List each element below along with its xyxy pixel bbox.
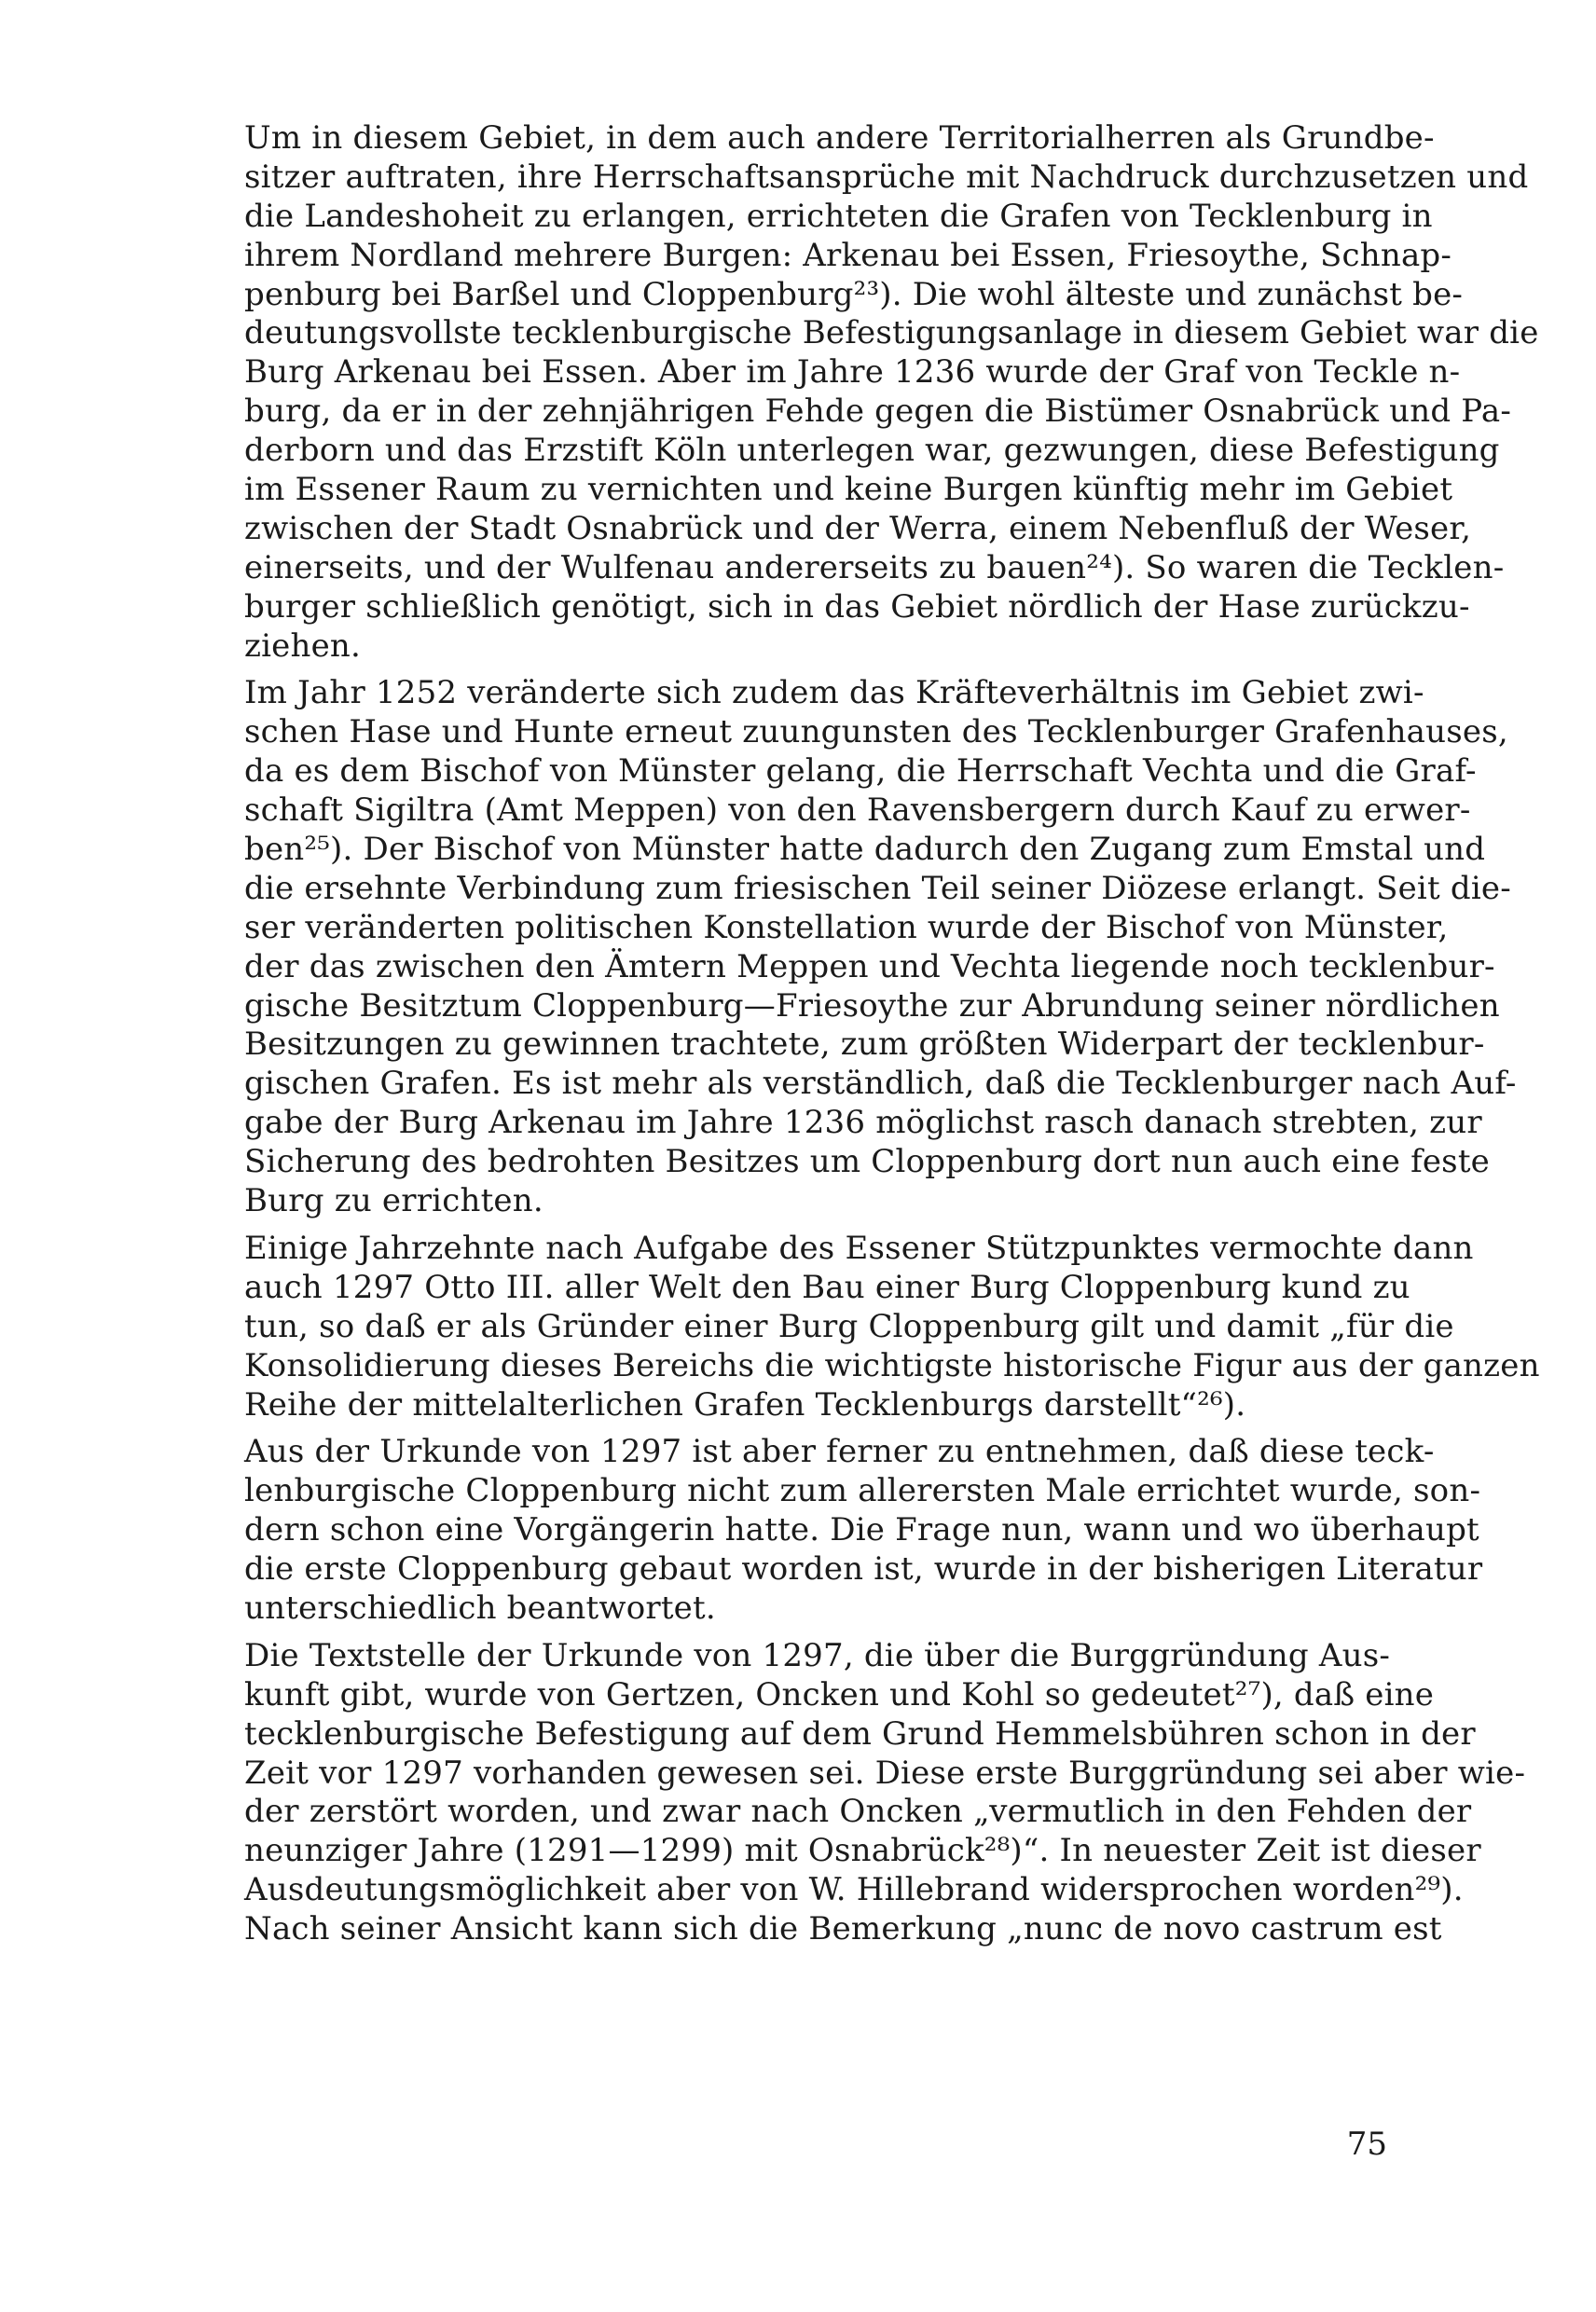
- text-line: tecklenburgische Befestigung auf dem Grund Hemmelsbühren schon in der: [244, 1714, 1476, 1753]
- text-line: Die Textstelle der Urkunde von 1297, die über die Burggründung Aus-: [244, 1636, 1391, 1674]
- text-line: burg, da er in der zehnjährigen Fehde gegen die Bistümer Osnabrück und Pa-: [244, 392, 1512, 431]
- text-line: zwischen der Stadt Osnabrück und der Werra, einem Nebenfluß der Weser,: [244, 509, 1472, 547]
- text-line: Sicherung des bedrohten Besitzes um Cloppenburg dort nun auch eine feste: [244, 1143, 1491, 1181]
- text-line: Reihe der mittelalterlichen Grafen Tecklenburgs darstellt“²⁶).: [244, 1385, 1246, 1424]
- text-line: einerseits, und der Wulfenau andererseits zu bauen²⁴). So waren die Tecklen-: [244, 548, 1505, 586]
- text-line: Burg Arkenau bei Essen. Aber im Jahre 1236 wurde der Graf von Teckle n-: [244, 353, 1461, 392]
- text-line: unterschiedlich beantwortet.: [244, 1589, 716, 1627]
- text-line: lenburgische Cloppenburg nicht zum allerersten Male errichtet wurde, son-: [244, 1472, 1481, 1510]
- text-line: da es dem Bischof von Münster gelang, die Herrschaft Vechta und die Graf-: [244, 752, 1477, 791]
- text-line: der das zwischen den Ämtern Meppen und Vechta liegende noch tecklenbur-: [244, 947, 1495, 985]
- text-line: ihrem Nordland mehrere Burgen: Arkenau bei Essen, Friesoythe, Schnap-: [244, 236, 1452, 274]
- text-line: ser veränderten politischen Konstellation wurde der Bischof von Münster,: [244, 908, 1449, 946]
- text-line: sitzer auftraten, ihre Herrschaftsansprüche mit Nachdruck durchzusetzen und: [244, 158, 1529, 196]
- text-line: burger schließlich genötigt, sich in das Gebiet nördlich der Hase zurückzu-: [244, 587, 1470, 626]
- text-line: Ausdeutungsmöglichkeit aber von W. Hillebrand widersprochen worden²⁹).: [244, 1871, 1464, 1909]
- text-line: Im Jahr 1252 veränderte sich zudem das Kräfteverhältnis im Gebiet zwi-: [244, 674, 1424, 712]
- text-line: die erste Cloppenburg gebaut worden ist, wurde in der bisherigen Literatur: [244, 1550, 1483, 1589]
- text-line: schen Hase und Hunte erneut zuungunsten des Tecklenburger Grafenhauses,: [244, 713, 1508, 751]
- text-line: kunft gibt, wurde von Gertzen, Oncken und Kohl so gedeutet²⁷), daß eine: [244, 1675, 1435, 1713]
- paragraph-1: [244, 119, 1539, 666]
- text-line: derborn und das Erzstift Köln unterlegen war, gezwungen, diese Befestigung: [244, 432, 1500, 470]
- text-line: Aus der Urkunde von 1297 ist aber ferner zu entnehmen, daß diese teck-: [244, 1433, 1435, 1471]
- text-line: Besitzungen zu gewinnen trachtete, zum größten Widerpart der tecklenbur-: [244, 1025, 1485, 1064]
- text-line: dern schon eine Vorgängerin hatte. Die Frage nun, wann und wo überhaupt: [244, 1511, 1479, 1549]
- paragraph-2: [244, 674, 1517, 1220]
- text-line: penburg bei Barßel und Cloppenburg²³). Die wohl älteste und zunächst be-: [244, 275, 1464, 313]
- text-line: schaft Sigiltra (Amt Meppen) von den Ravensbergern durch Kauf zu erwer-: [244, 791, 1471, 830]
- text-line: gabe der Burg Arkenau im Jahre 1236 möglichst rasch danach strebten, zur: [244, 1104, 1482, 1142]
- paragraph-5: [244, 1636, 1526, 1949]
- paragraph-4: [244, 1433, 1483, 1628]
- text-line: deutungsvollste tecklenburgische Befestigungsanlage in diesem Gebiet war die: [244, 314, 1539, 352]
- text-line: die ersehnte Verbindung zum friesischen Teil seiner Diözese erlangt. Seit die-: [244, 869, 1511, 907]
- text-line: ziehen.: [244, 626, 362, 665]
- text-line: ben²⁵). Der Bischof von Münster hatte dadurch den Zugang zum Emstal und: [244, 831, 1486, 869]
- text-line: Um in diesem Gebiet, in dem auch andere Territorialherren als Grundbe-: [244, 119, 1435, 157]
- text-line: gische Besitztum Cloppenburg—Friesoythe zur Abrundung seiner nördlichen: [244, 986, 1500, 1025]
- text-line: Zeit vor 1297 vorhanden gewesen sei. Diese erste Burggründung sei aber wie-: [244, 1754, 1526, 1792]
- text-line: der zerstört worden, und zwar nach Oncken „vermutlich in den Fehden der: [244, 1793, 1472, 1831]
- text-line: tun, so daß er als Gründer einer Burg Cloppenburg gilt und damit „für die: [244, 1307, 1454, 1345]
- page-number: 75: [1346, 2126, 1387, 2163]
- text-line: Einige Jahrzehnte nach Aufgabe des Essener Stützpunktes vermochte dann: [244, 1229, 1474, 1267]
- text-line: Nach seiner Ansicht kann sich die Bemerkung „nunc de novo castrum est: [244, 1910, 1442, 1948]
- body-text: [244, 119, 1540, 1958]
- text-line: auch 1297 Otto III. aller Welt den Bau einer Burg Cloppenburg kund zu: [244, 1268, 1410, 1306]
- text-line: die Landeshoheit zu erlangen, errichteten die Grafen von Tecklenburg in: [244, 197, 1433, 235]
- text-line: neunziger Jahre (1291—1299) mit Osnabrück²⁸)“. In neuester Zeit ist dieser: [244, 1832, 1481, 1870]
- text-line: Burg zu errichten.: [244, 1182, 543, 1220]
- text-line: gischen Grafen. Es ist mehr als verständlich, daß die Tecklenburger nach Auf-: [244, 1065, 1517, 1103]
- paragraph-3: [244, 1229, 1540, 1424]
- text-line: Konsolidierung dieses Bereichs die wichtigste historische Figur aus der ganzen: [244, 1346, 1540, 1384]
- text-line: im Essener Raum zu vernichten und keine Burgen künftig mehr im Gebiet: [244, 471, 1453, 509]
